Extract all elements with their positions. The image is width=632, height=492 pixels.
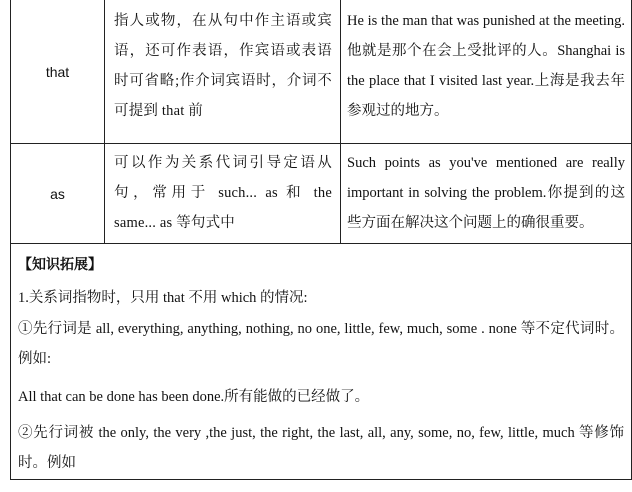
relative-word-that: that <box>45 63 70 80</box>
extension-heading: 【知识拓展】 <box>18 257 102 273</box>
relative-word-cell <box>11 0 104 143</box>
column-divider <box>340 0 341 243</box>
usage-cell-that: 指人或物，在从句中作主语或宾语，还可作表语，作宾语或表语时可省略;作介词宾语时，介词不可提到 that 前 <box>114 13 332 119</box>
extension-example-1: All that can be done has been done.所有能做的已经做了。 <box>18 389 370 405</box>
relative-word-cell <box>11 144 104 243</box>
relative-word-as: as <box>50 185 65 202</box>
example-cell-as: Such points as you've mentioned are really important in solving the problem.你提到的这些方面在解决这个问题上的确很重要。 <box>347 155 625 231</box>
section-divider <box>10 243 632 244</box>
column-divider <box>104 0 105 243</box>
extension-item-2: ②先行词被 the only, the very ,the just, the right, the last, all, any, some, no, few, little, much 等修饰时。例如 <box>18 425 624 471</box>
usage-cell-as: 可以作为关系代词引导定语从句，常用于 such... as 和 the same... as 等句式中 <box>114 155 332 231</box>
extension-item-1: ①先行词是 all, everything, anything, nothing, no one, little, few, much, some . none 等不定代词时。例如: <box>18 321 624 367</box>
extension-point-1: 1.关系词指物时，只用 that 不用 which 的情况: <box>18 290 308 306</box>
example-cell-that: He is the man that was punished at the meeting.他就是那个在会上受批评的人。Shanghai is the place that I visited last year.上海是我去年参观过的地方。 <box>347 13 625 119</box>
